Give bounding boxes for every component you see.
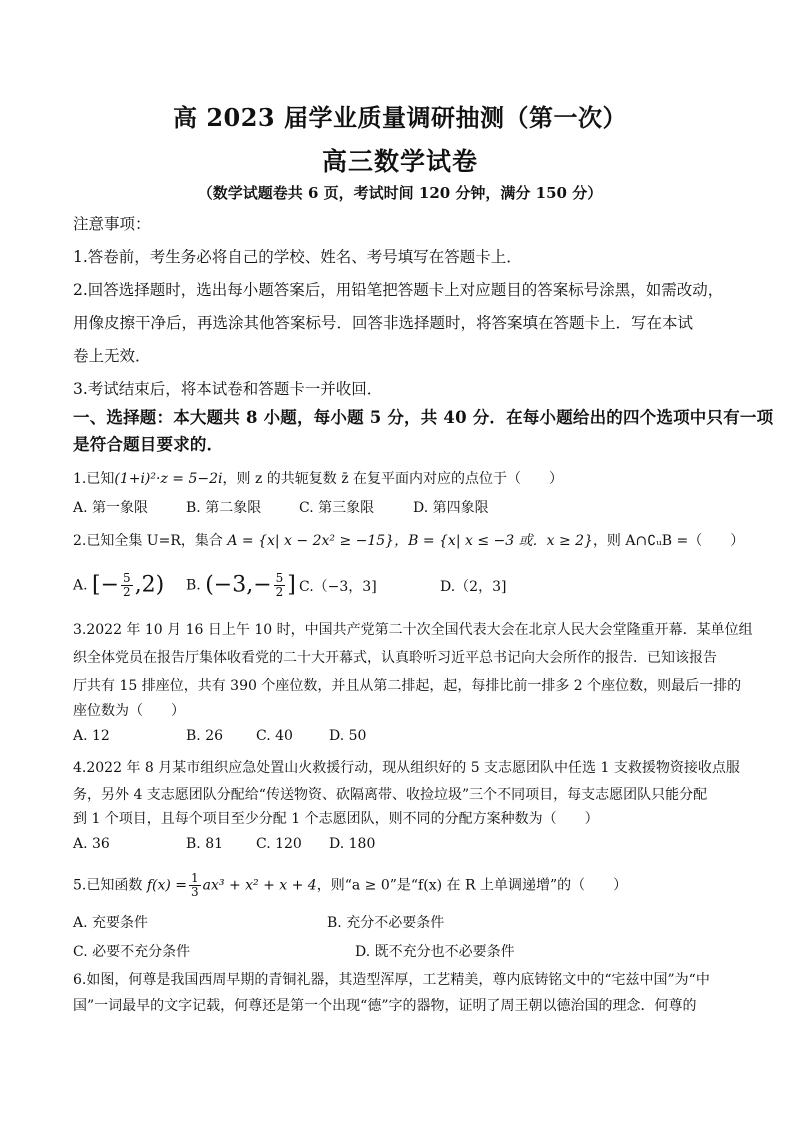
notes-heading: 注意事项： (73, 215, 151, 233)
q4-line-1: 4.2022 年 8 月某市组织应急处置山火救援行动，现从组织好的 5 支志愿团队中任选 1 支救援物资接收点服 (73, 760, 740, 776)
q2-option-b (186, 572, 296, 599)
question-1 (73, 469, 733, 489)
q2-option-a-label: A. (73, 577, 88, 594)
q1-prefix: 1.已知 (73, 471, 115, 487)
q2-option-b-left: (−3,− (205, 572, 272, 598)
note-2-line-1: 2.回答选择题时，选出每小题答案后，用铅笔把答题卡上对应题目的答案标号涂黑，如需改动， (73, 281, 724, 299)
q6-line-1: 6.如图，何尊是我国西周早期的青铜礼器，其造型浑厚，工艺精美，尊内底铸铭文中的“宅兹中国”为“中 (73, 972, 710, 988)
q2-option-a-den: 2 (123, 585, 131, 599)
note-1: 1.答卷前，考生务必将自己的学校、姓名、考号填写在答题卡上． (73, 248, 522, 266)
q2-option-a-fraction (121, 572, 133, 599)
question-5 (73, 872, 733, 899)
section-heading-line-2: 是符合题目要求的． (73, 435, 224, 454)
q3-line-2: 织全体党员在报告厅集体收看党的二十大开幕式，认真聆听习近平总书记向大会所作的报告．已知该报告 (73, 650, 717, 666)
q2-option-b-den: 2 (275, 585, 284, 599)
q5-option-d: D. 既不充分也不必要条件 (355, 944, 515, 960)
q1-option-b: B. 第二象限 (186, 500, 262, 516)
q5-frac-num: 1 (191, 871, 199, 885)
q5-option-a: A. 充要条件 (73, 915, 149, 931)
exam-info: （数学试题卷共 6 页，考试时间 120 分钟，满分 150 分） (197, 184, 603, 202)
q2-option-b-num: 5 (275, 571, 284, 585)
exam-title: 高 2023 届学业质量调研抽测（第一次） (172, 103, 627, 132)
q2-set-b: ，B = {x| x ≤ −3 或．x ≥ 2} (394, 533, 593, 549)
q1-option-a: A. 第一象限 (73, 500, 149, 516)
q5-fx: f(x) = (146, 877, 187, 894)
note-2-line-2: 用像皮擦干净后，再选涂其他答案标号．回答非选择题时，将答案填在答题卡上．写在本试 (73, 314, 694, 332)
q3-option-b: B. 26 (186, 728, 224, 744)
q2-option-b-right: ] (287, 572, 296, 598)
q1-suffix: ，则 z 的共轭复数 z̄ 在复平面内对应的点位于（ ） (222, 471, 564, 487)
q2-suffix: ，则 A∩∁ᵤB =（ ） (592, 533, 745, 549)
q2-prefix: 2.已知全集 U=R，集合 (73, 533, 223, 549)
q6-line-2: 国”一词最早的文字记载，何尊还是第一个出现“德”字的器物，证明了周王朝以德治国的理念．何尊的 (73, 998, 697, 1014)
q2-option-d: D.（2，3] (440, 579, 507, 595)
note-2-line-3: 卷上无效． (73, 347, 151, 365)
q1-option-c: C. 第三象限 (299, 500, 375, 516)
q5-option-b: B. 充分不必要条件 (327, 915, 445, 931)
q4-option-c: C. 120 (256, 836, 302, 852)
q4-line-2: 务，另外 4 支志愿团队分配给“传送物资、砍隔离带、收捡垃圾”三个不同项目，每支志愿团队只能分配 (73, 787, 708, 803)
section-heading-line-1: 一、选择题：本大题共 8 小题，每小题 5 分，共 40 分．在每小题给出的四个选项中只有一项 (73, 408, 774, 427)
q4-option-b: B. 81 (186, 836, 224, 852)
q2-option-a (73, 572, 164, 599)
q3-line-3: 厅共有 15 排座位，共有 390 个座位数，并且从第二排起，起，每排比前一排多 2 个座位数，则最后一排的 (73, 678, 742, 694)
q5-frac-den: 3 (191, 885, 199, 899)
q2-option-b-label: B. (186, 577, 201, 594)
q3-option-a: A. 12 (73, 728, 110, 744)
q2-option-b-fraction (274, 572, 286, 599)
q5-fraction (189, 872, 201, 899)
question-2 (73, 531, 745, 551)
q2-option-a-left: [− (92, 572, 120, 598)
q1-option-d: D. 第四象限 (413, 500, 489, 516)
q2-option-a-num: 5 (123, 571, 131, 585)
note-3: 3.考试结束后，将本试卷和答题卡一并收回． (73, 380, 383, 398)
q5-prefix: 5.已知函数 (73, 877, 143, 894)
q4-option-d: D. 180 (329, 836, 376, 852)
q3-line-1: 3.2022 年 10 月 16 日上午 10 时，中国共产党第二十次全国代表大会在北京人民大会堂隆重开幕．某单位组 (73, 622, 753, 638)
q1-expression: (1+i)²·z = 5−2i (114, 471, 223, 487)
q4-line-3: 到 1 个项目，且每个项目至少分配 1 个志愿团队，则不同的分配方案种数为（ ） (73, 811, 599, 827)
q5-option-c: C. 必要不充分条件 (73, 944, 191, 960)
q4-option-a: A. 36 (73, 836, 110, 852)
q3-line-4: 座位数为（ ） (73, 703, 185, 719)
q3-option-c: C. 40 (256, 728, 293, 744)
q2-option-c: C.（−3，3] (299, 579, 377, 595)
q2-set-a: A = {x| x − 2x² ≥ −15} (227, 533, 395, 549)
q5-expression: ax³ + x² + x + 4 (202, 877, 317, 894)
q5-suffix: ，则“a ≥ 0”是“f(x) 在 R 上单调递增”的（ ） (316, 877, 628, 894)
q3-option-d: D. 50 (329, 728, 367, 744)
exam-subtitle: 高三数学试卷 (321, 147, 478, 176)
q2-option-a-right: ,2) (134, 572, 165, 598)
